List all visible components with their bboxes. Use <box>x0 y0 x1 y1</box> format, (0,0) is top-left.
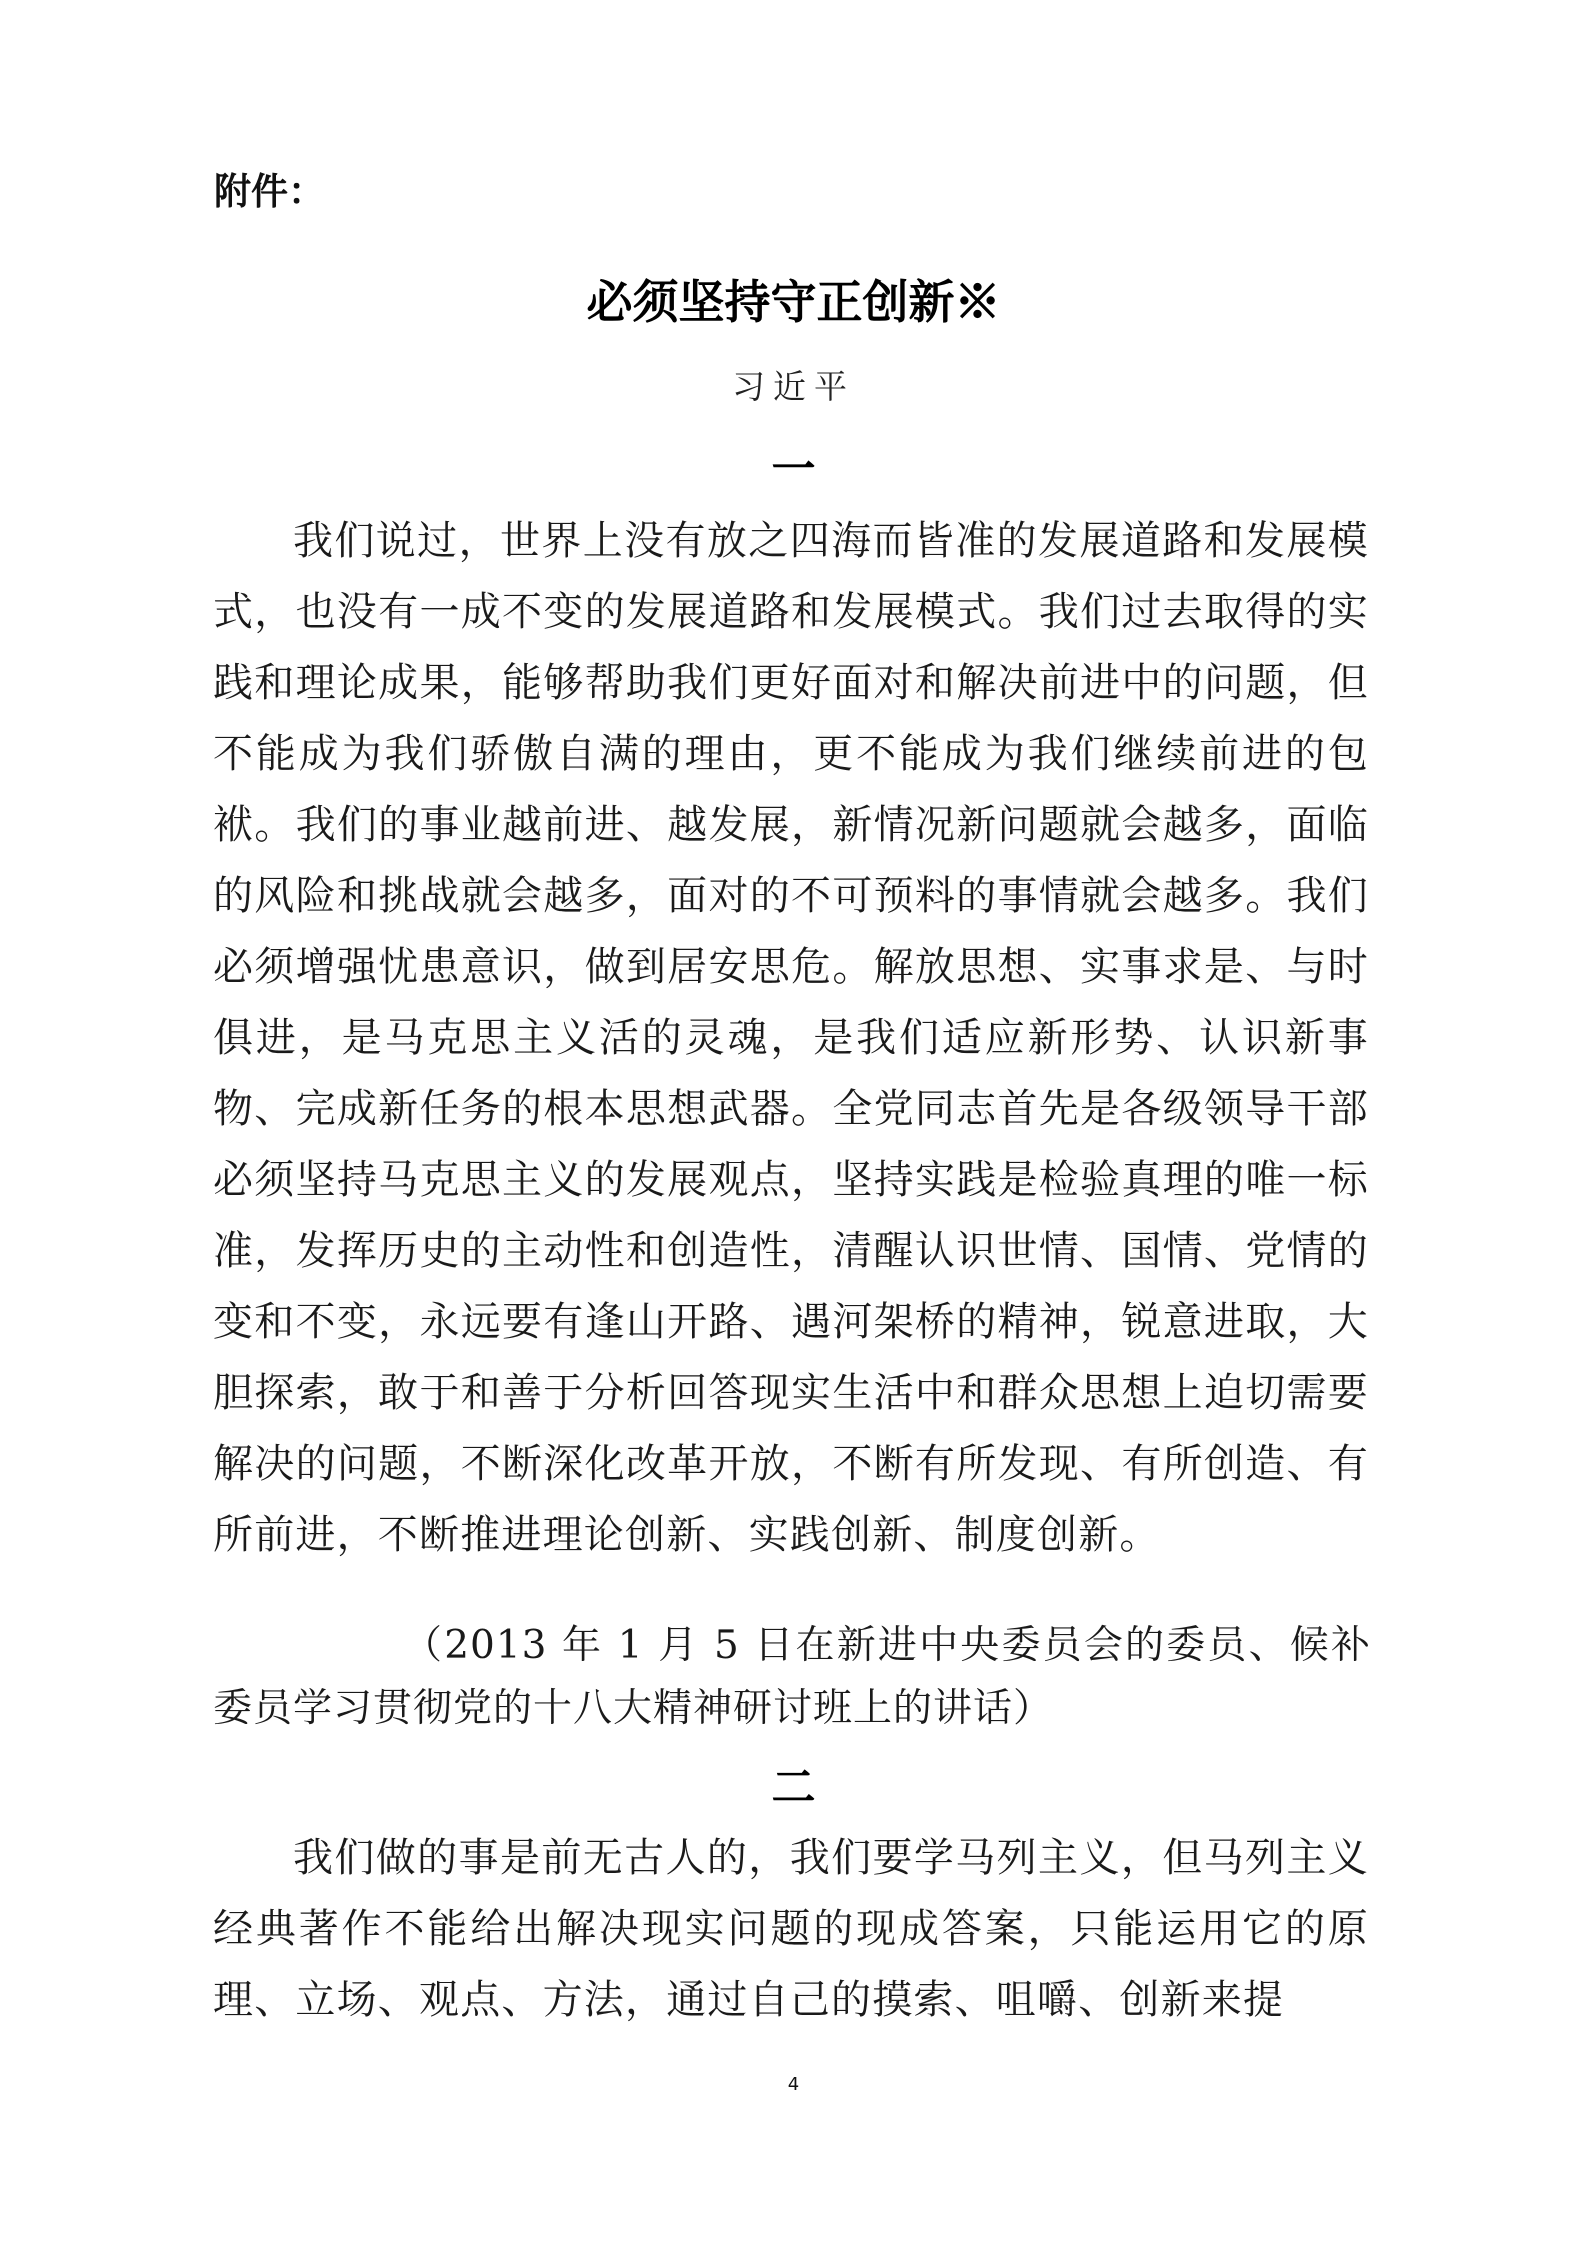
section-number-2: 二 <box>771 1762 816 1813</box>
document-title: 必须坚持守正创新※ <box>586 275 1001 329</box>
section-1-citation: （2013 年 1 月 5 日在新进中央委员会的委员、候补委员学习贯彻党的十八大精神研讨班上的讲话） <box>213 1623 1371 1731</box>
page-number: 4 <box>787 2074 800 2095</box>
section-number-1: 一 <box>771 444 816 495</box>
section-1-paragraph: 我们说过，世界上没有放之四海而皆准的发展道路和发展模式，也没有一成不变的发展道路和发展模式。我们过去取得的实践和理论成果，能够帮助我们更好面对和解决前进中的问题，但不能成为我们骄傲自满的理由，更不能成为我们继续前进的包袱。我们的事业越前进、越发展，新情况新问题就会越多，面临的风险和挑战就会越多，面对的不可预料的事情就会越多。我们必须增强忧患意识，做到居安思危。解放思想、实事求是、与时俱进，是马克思主义活的灵魂，是我们适应新形势、认识新事物、完成新任务的根本思想武器。全党同志首先是各级领导干部必须坚持马克思主义的发展观点，坚持实践是检验真理的唯一标准，发挥历史的主动性和创造性，清醒认识世情、国情、党情的变和不变，永远要有逢山开路、遇河架桥的精神，锐意进取，大胆探索，敢于和善于分析回答现实生活中和群众思想上迫切需要解决的问题，不断深化改革开放，不断有所发现、有所创造、有所前进，不断推进理论创新、实践创新、制度创新。 <box>213 518 1369 1558</box>
attachment-label: 附件： <box>214 170 325 213</box>
author-name: 习近平 <box>732 367 855 406</box>
section-2-paragraph: 我们做的事是前无古人的，我们要学马列主义，但马列主义经典著作不能给出解决现实问题的现成答案，只能运用它的原理、立场、观点、方法，通过自己的摸索、咀嚼、创新来提 <box>213 1835 1369 2023</box>
